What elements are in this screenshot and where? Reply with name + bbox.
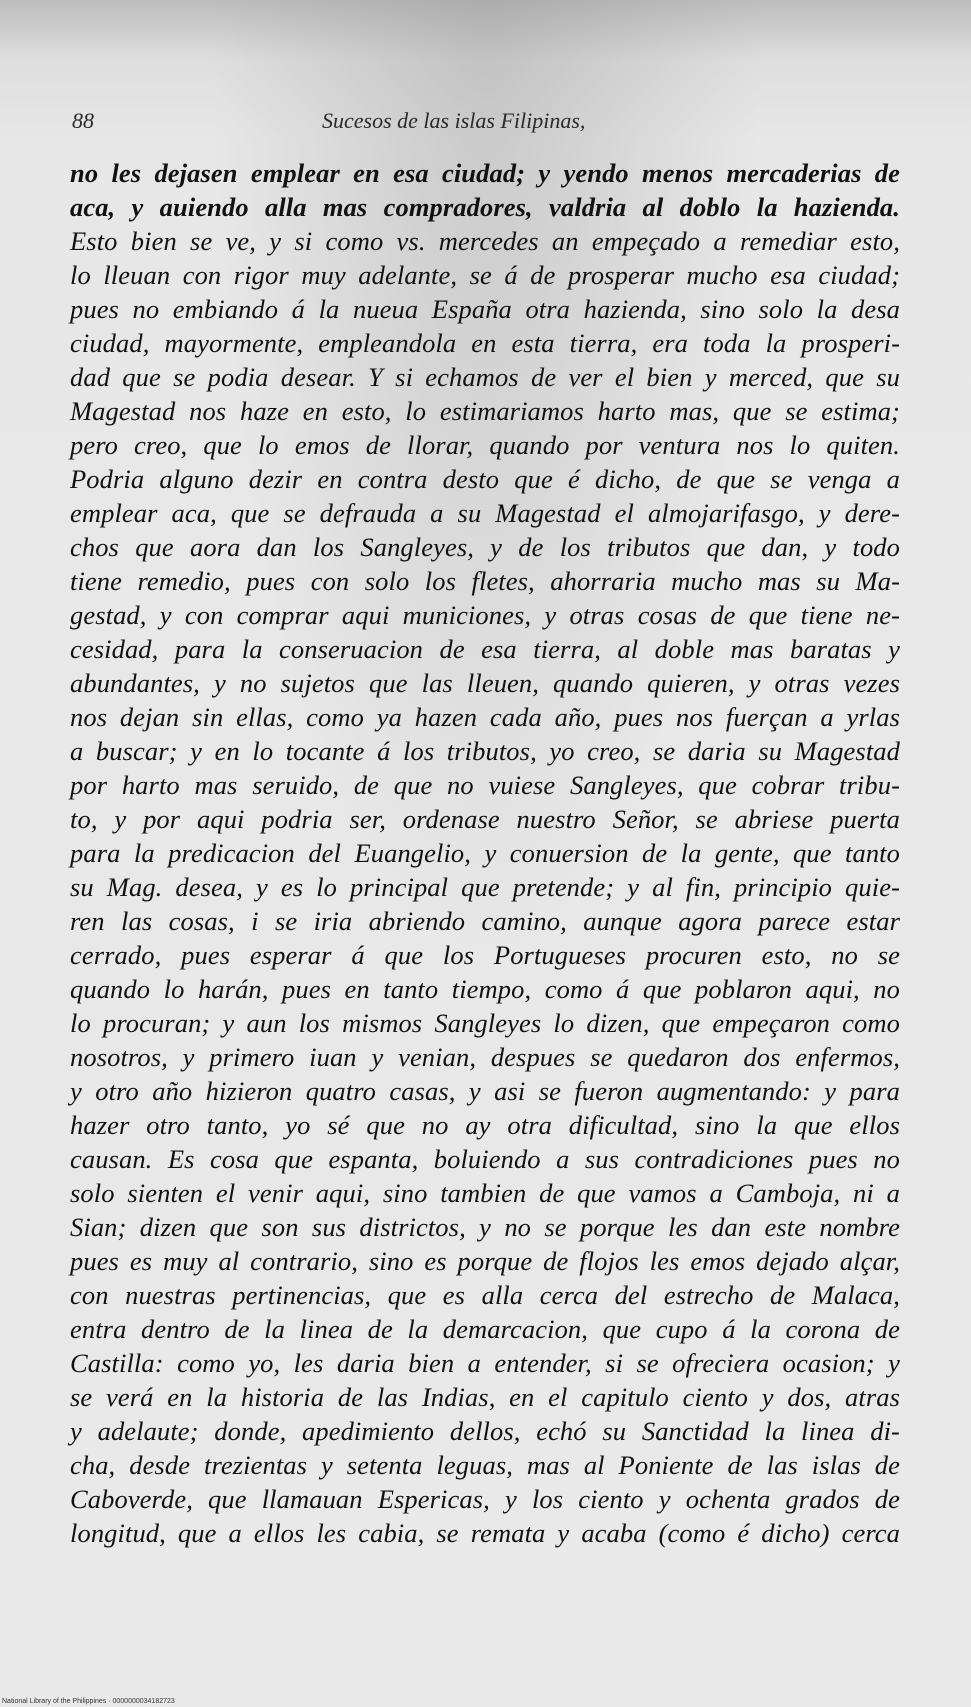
text-line: y adelaute; donde, apedimiento dellos, echó su Sanctidad la linea di- [70,1416,900,1446]
text-line: entra dentro de la linea de la demarcacion, que cupo á la corona de [70,1314,900,1344]
text-line: to, y por aqui podria ser, ordenase nuestro Señor, se abriese puerta [70,804,900,834]
text-line: cesidad, para la conseruacion de esa tierra, al doble mas baratas y [70,634,900,664]
text-line: ciudad, mayormente, empleandola en esta tierra, era toda la prosperi- [70,328,900,358]
text-line: con nuestras pertinencias, que es alla cerca del estrecho de Malaca, [70,1280,900,1310]
text-line: lo procuran; y aun los mismos Sangleyes lo dizen, que empeçaron como [70,1008,900,1038]
text-line: cerrado, pues esperar á que los Portugueses procuren esto, no se [70,940,900,970]
text-line: causan. Es cosa que espanta, boluiendo a sus contradiciones pues no [70,1144,900,1174]
running-title: Sucesos de las islas Filipinas, [322,108,586,133]
text-line: hazer otro tanto, yo sé que no ay otra dificultad, sino la que ellos [70,1110,900,1140]
text-line: chos que aora dan los Sangleyes, y de los tributos que dan, y todo [70,532,900,562]
text-line: su Mag. desea, y es lo principal que pretende; y al fin, principio quie- [70,872,900,902]
text-line: longitud, que a ellos les cabia, se remata y acaba (como é dicho) cerca [70,1518,900,1548]
text-line: Castilla: como yo, les daria bien a entender, si se ofreciera ocasion; y [70,1348,900,1378]
text-line: abundantes, y no sujetos que las lleuen, quando quieren, y otras vezes [70,668,900,698]
page-header [72,108,892,144]
text-line: a buscar; y en lo tocante á los tributos, yo creo, se daria su Magestad [70,736,900,766]
text-line: gestad, y con comprar aqui municiones, y otras cosas de que tiene ne- [70,600,900,630]
body-text [70,156,900,1550]
page-number: 88 [72,108,94,133]
text-line: Podria alguno dezir en contra desto que é dicho, de que se venga a [70,464,900,494]
text-line: pues es muy al contrario, sino es porque de flojos les emos dejado alçar, [70,1246,900,1276]
text-line: Caboverde, que llamauan Espericas, y los ciento y ochenta grados de [70,1484,900,1514]
text-line: se verá en la historia de las Indias, en el capitulo ciento y dos, atras [70,1382,900,1412]
text-line: Esto bien se ve, y si como vs. mercedes an empeçado a remediar esto, [70,226,900,256]
text-line: por harto mas seruido, de que no vuiese Sangleyes, que cobrar tribu- [70,770,900,800]
source-note: National Library of the Philippines · 0000000034182723 [2,1698,175,1705]
text-line: no les dejasen emplear en esa ciudad; y yendo menos mercaderias de [70,158,900,188]
text-line: aca, y auiendo alla mas compradores, valdria al doblo la hazienda. [70,192,900,222]
text-line: Magestad nos haze en esto, lo estimariamos harto mas, que se estima; [70,396,900,426]
text-line: cha, desde trezientas y setenta leguas, mas al Poniente de las islas de [70,1450,900,1480]
text-line: dad que se podia desear. Y si echamos de ver el bien y merced, que su [70,362,900,392]
text-line: pues no embiando á la nueua España otra hazienda, sino solo la desa [70,294,900,324]
text-line: quando lo harán, pues en tanto tiempo, como á que poblaron aqui, no [70,974,900,1004]
text-line: solo sienten el venir aqui, sino tambien de que vamos a Camboja, ni a [70,1178,900,1208]
text-line: nos dejan sin ellas, como ya hazen cada año, pues nos fuerçan a yrlas [70,702,900,732]
text-line: tiene remedio, pues con solo los fletes, ahorraria mucho mas su Ma- [70,566,900,596]
text-line: emplear aca, que se defrauda a su Magestad el almojarifasgo, y dere- [70,498,900,528]
text-line: para la predicacion del Euangelio, y conuersion de la gente, que tanto [70,838,900,868]
text-line: nosotros, y primero iuan y venian, despues se quedaron dos enfermos, [70,1042,900,1072]
text-line: lo lleuan con rigor muy adelante, se á de prosperar mucho esa ciudad; [70,260,900,290]
text-line: y otro año hizieron quatro casas, y asi se fueron augmentando: y para [70,1076,900,1106]
text-line: ren las cosas, i se iria abriendo camino, aunque agora parece estar [70,906,900,936]
text-line: pero creo, que lo emos de llorar, quando por ventura nos lo quiten. [70,430,900,460]
text-line: Sian; dizen que son sus districtos, y no se porque les dan este nombre [70,1212,900,1242]
